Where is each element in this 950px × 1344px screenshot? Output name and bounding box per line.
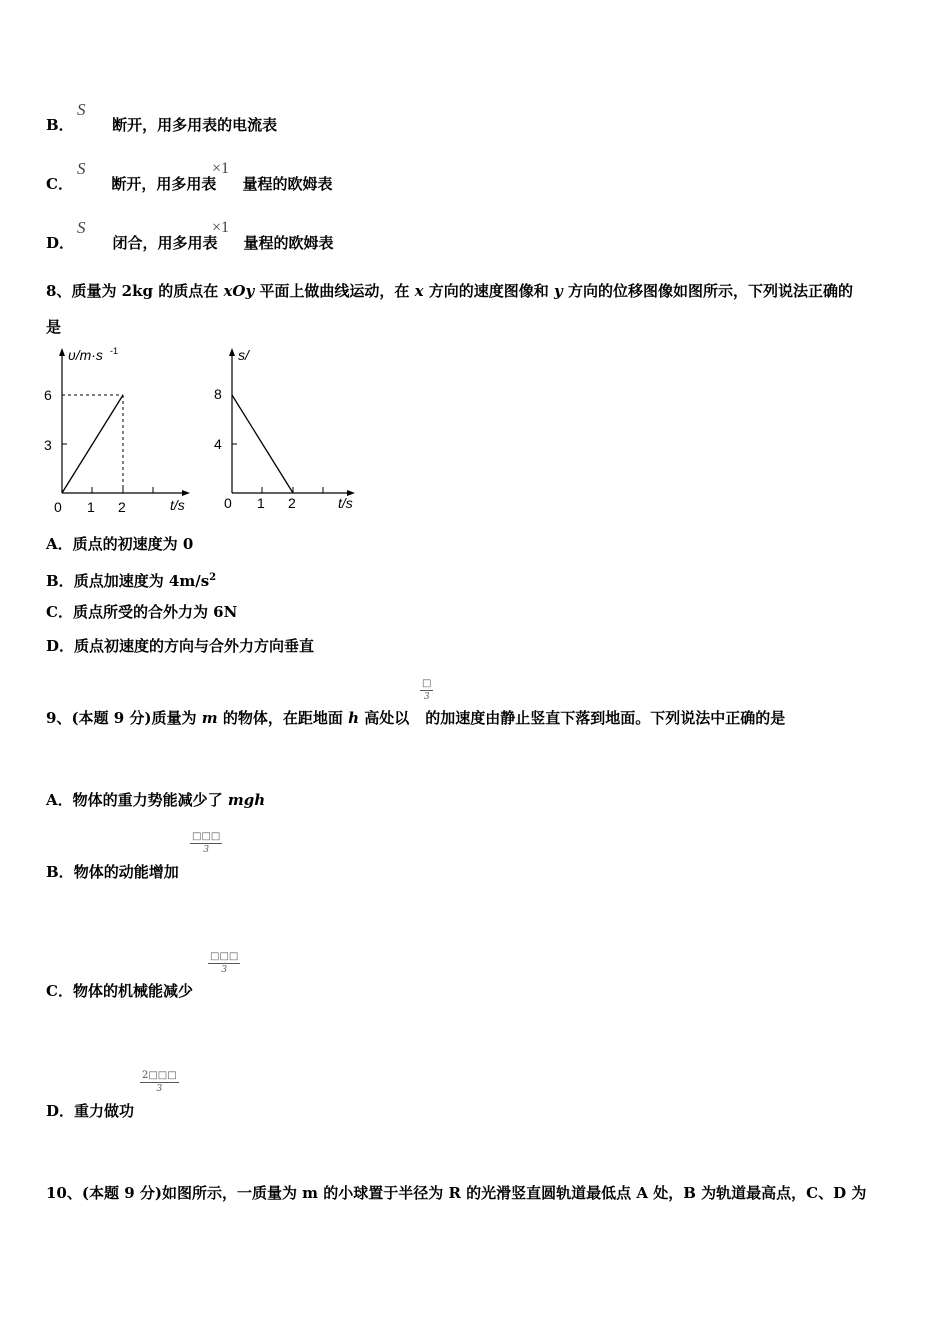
tick-label: 1: [257, 495, 265, 511]
velocity-axis-label: υ/m·s: [68, 347, 103, 363]
velocity-graph: [40, 340, 200, 520]
displacement-axis-label: s/: [238, 347, 249, 363]
range-x1: ×1: [212, 160, 230, 177]
tick-label: 2: [288, 495, 296, 511]
q9-c-fraction: □□□ 3: [210, 951, 239, 975]
q7-option-c: [46, 174, 332, 194]
option-letter: B．: [46, 116, 74, 134]
q9-option-c: C．物体的机械能减少: [46, 982, 193, 1000]
tick-label: 6: [44, 387, 52, 403]
switch-s-symbol: S: [77, 218, 86, 237]
displacement-graph: [210, 340, 370, 520]
tick-label: 2: [118, 499, 126, 515]
time-axis-label: t/s: [170, 497, 185, 513]
q9-option-a: A．物体的重力势能减少了 mgh: [46, 791, 266, 809]
switch-s-symbol: S: [77, 100, 86, 119]
q9-option-d: D．重力做功: [46, 1102, 135, 1120]
tick-label: 8: [214, 386, 222, 402]
q8-option-d: D．质点初速度的方向与合外力方向垂直: [46, 637, 315, 655]
tick-label: 4: [214, 436, 222, 452]
tick-label: 1: [87, 499, 95, 515]
q9-option-b: B．物体的动能增加: [46, 863, 179, 881]
time-axis-label: t/s: [338, 495, 353, 511]
tick-label: 0: [54, 499, 62, 515]
velocity-axis-sup: -1: [110, 346, 119, 356]
q8-option-c: C．质点所受的合外力为 6N: [46, 603, 238, 621]
option-letter: D．: [46, 234, 75, 252]
switch-s-symbol: S: [77, 159, 86, 178]
q8-option-a: A．质点的初速度为 0: [46, 535, 194, 553]
q10-stem: 10、(本题 9 分)如图所示，一质量为 m 的小球置于半径为 R 的光滑竖直圆轨道最低点 A 处，B 为轨道最高点，C、D 为: [46, 1184, 867, 1202]
q9-b-fraction: □□□ 3: [192, 831, 221, 855]
q8-option-b: B．质点加速度为 $4m/s^2$: [46, 572, 217, 590]
option-text-2: 量程的欧姆表: [242, 175, 333, 193]
q9-acceleration-fraction: □ 3: [422, 678, 432, 702]
tick-label: 3: [44, 437, 52, 453]
option-text-2: 量程的欧姆表: [243, 234, 334, 252]
q8-stem-cont: 是: [46, 318, 62, 336]
option-text: 闭合，用多用表: [112, 234, 218, 252]
option-text: 断开，用多用表: [111, 175, 217, 193]
option-text: 断开，用多用表的电流表: [112, 116, 278, 134]
q8-stem: 8、质量为 2kg 的质点在 xOy 平面上做曲线运动，在 x 方向的速度图像和 y 方向的位移图像如图所示，下列说法正确的: [46, 282, 853, 300]
tick-label: 0: [224, 495, 232, 511]
option-letter: C．: [46, 175, 73, 193]
q9-stem: 9、(本题 9 分)质量为 m 的物体，在距地面 h 高处以 的加速度由静止竖直下落到地面。下列说法中正确的是: [46, 709, 786, 727]
q9-d-fraction: $\frac{2□□□}{3}$: [142, 1070, 177, 1094]
range-x1: ×1: [212, 219, 230, 236]
q7-option-d: [46, 233, 334, 253]
